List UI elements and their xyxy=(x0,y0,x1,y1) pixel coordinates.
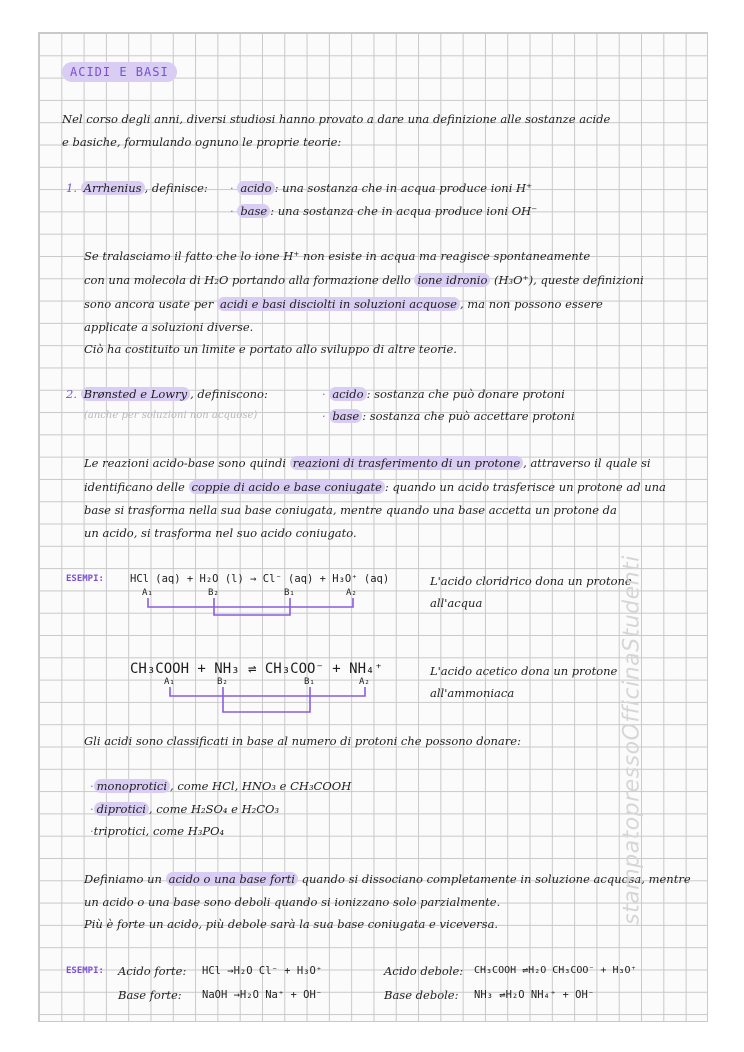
bronsted-acid: · acido : sostanza che può donare protoni xyxy=(322,387,565,401)
classification-rest: , come HCl, HNO₃ e CH₃COOH xyxy=(170,779,352,793)
note-text: con una molecola di H₂O portando alla formazione dello xyxy=(84,273,415,287)
classification-term: triprotici xyxy=(93,824,146,838)
arrhenius-base: · base : una sostanza che in acqua produce ioni OH⁻ xyxy=(230,204,538,218)
strong-acid-label: Acido forte: xyxy=(118,964,187,978)
strength-line-2: un acido o una base sono deboli quando si ionizzano solo parzialmente. xyxy=(84,895,501,909)
examples-label-2: ESEMPI: xyxy=(66,966,104,976)
strength-line-3: Più è forte un acido, più debole sarà la sua base coniugata e viceversa. xyxy=(84,917,499,931)
note-highlight: ione idronio xyxy=(414,273,490,287)
note-text: (H₃O⁺), queste definizioni xyxy=(490,273,644,287)
strength-text: Definiamo un xyxy=(84,872,166,886)
page-title: ACIDI E BASI xyxy=(62,62,177,82)
classification-intro: Gli acidi sono classificati in base al numero di protoni che possono donare: xyxy=(84,734,521,748)
bronsted-name: Brønsted e Lowry xyxy=(81,387,190,401)
strong-acid-eq: HCl →H₂O Cl⁻ + H₃O⁺ xyxy=(202,965,323,977)
eq2-label-b1: B₁ xyxy=(304,677,315,687)
bronsted-verb: , definiscono: xyxy=(190,387,268,401)
eq1-label-a1: A₁ xyxy=(142,588,153,598)
intro-line-2: e basiche, formulando ognuno le proprie teorie: xyxy=(62,135,342,149)
note-highlight: reazioni di trasferimento di un protone xyxy=(290,456,523,470)
eq1-description-b: all'acqua xyxy=(430,596,483,610)
arrhenius-note-line-5: Ciò ha costituito un limite e portato allo sviluppo di altre teorie. xyxy=(84,342,457,356)
classification-item: · diprotici , come H₂SO₄ e H₂CO₃ xyxy=(90,802,280,816)
note-highlight: coppie di acido e base coniugate xyxy=(189,480,385,494)
acid-term: acido xyxy=(237,181,274,195)
base-def: : sostanza che può accettare protoni xyxy=(362,409,575,423)
weak-base-label: Base debole: xyxy=(384,988,459,1002)
note-text: Le reazioni acido-base sono quindi xyxy=(84,456,290,470)
acid-def: : sostanza che può donare protoni xyxy=(366,387,565,401)
arrhenius-verb: , definisce: xyxy=(144,181,208,195)
classification-item: ·triprotici, come H₃PO₄ xyxy=(90,824,225,838)
equation-1: HCl (aq) + H₂O (l) → Cl⁻ (aq) + H₃O⁺ (aq) xyxy=(130,573,390,585)
arrhenius-acid: · acido : una sostanza che in acqua produce ioni H⁺ xyxy=(230,181,533,195)
classification-item: · monoprotici , come HCl, HNO₃ e CH₃COOH xyxy=(90,779,352,793)
note-highlight: acidi e basi disciolti in soluzioni acquose xyxy=(217,297,460,311)
base-def: : una sostanza che in acqua produce ioni OH⁻ xyxy=(270,204,538,218)
bronsted-base: · base : sostanza che può accettare protoni xyxy=(322,409,575,423)
strength-text: quando si dissociano completamente in soluzione acquosa, mentre xyxy=(297,872,691,886)
note-text: , attraverso il quale si xyxy=(523,456,651,470)
strong-base-eq: NaOH →H₂O Na⁺ + OH⁻ xyxy=(202,989,323,1001)
arrhenius-note-line-1: Se tralasciamo il fatto che lo ione H⁺ non esiste in acqua ma reagisce spontaneamente xyxy=(84,249,591,263)
acid-term: acido xyxy=(329,387,366,401)
strength-line-1 xyxy=(84,868,691,890)
bronsted-note-line-3: base si trasforma nella sua base coniugata, mentre quando una base accetta un protone da xyxy=(84,503,617,517)
classification-term: monoprotici xyxy=(94,779,170,793)
eq2-description-b: all'ammoniaca xyxy=(430,686,515,700)
watermark: stampatopressoOfficinaStudenti xyxy=(619,555,645,925)
base-term: base xyxy=(237,204,270,218)
equation-2: CH₃COOH + NH₃ ⇌ CH₃COO⁻ + NH₄⁺ xyxy=(130,661,383,677)
strong-base-label: Base forte: xyxy=(118,988,182,1002)
section-number: 2. xyxy=(66,387,77,401)
weak-acid-eq: CH₃COOH ⇌H₂O CH₃COO⁻ + H₃O⁺ xyxy=(474,965,637,976)
note-text: identificano delle xyxy=(84,480,189,494)
note-text: sono ancora usate per xyxy=(84,297,218,311)
arrhenius-name: Arrhenius xyxy=(81,181,145,195)
eq2-label-b2: B₂ xyxy=(217,677,228,687)
eq2-label-a1: A₁ xyxy=(164,677,175,687)
base-term: base xyxy=(329,409,362,423)
section-number: 1. xyxy=(66,181,77,195)
classification-term: diprotici xyxy=(94,802,149,816)
bronsted-note: (anche per soluzioni non acquose) xyxy=(84,410,258,421)
eq1-label-b2: B₂ xyxy=(208,588,219,598)
arrhenius-note-line-4: applicate a soluzioni diverse. xyxy=(84,320,254,334)
classification-rest: , come H₃PO₄ xyxy=(145,824,225,838)
note-text: , ma non possono essere xyxy=(459,297,603,311)
classification-rest: , come H₂SO₄ e H₂CO₃ xyxy=(148,802,280,816)
eq1-label-b1: B₁ xyxy=(284,588,295,598)
weak-base-eq: NH₃ ⇌H₂O NH₄⁺ + OH⁻ xyxy=(474,989,595,1001)
eq1-description-a: L'acido cloridrico dona un protone xyxy=(430,574,632,588)
intro-line-1: Nel corso degli anni, diversi studiosi hanno provato a dare una definizione alle sostanze acide xyxy=(62,112,611,126)
acid-def: : una sostanza che in acqua produce ioni H⁺ xyxy=(274,181,533,195)
bronsted-note-line-4: un acido, si trasforma nel suo acido coniugato. xyxy=(84,526,357,540)
note-text: : quando un acido trasferisce un protone ad una xyxy=(384,480,666,494)
eq2-label-a2: A₂ xyxy=(359,677,370,687)
eq2-description-a: L'acido acetico dona un protone xyxy=(430,664,618,678)
weak-acid-label: Acido debole: xyxy=(384,964,464,978)
examples-label: ESEMPI: xyxy=(66,574,104,584)
eq1-label-a2: A₂ xyxy=(346,588,357,598)
strength-highlight: acido o una base forti xyxy=(166,872,298,886)
